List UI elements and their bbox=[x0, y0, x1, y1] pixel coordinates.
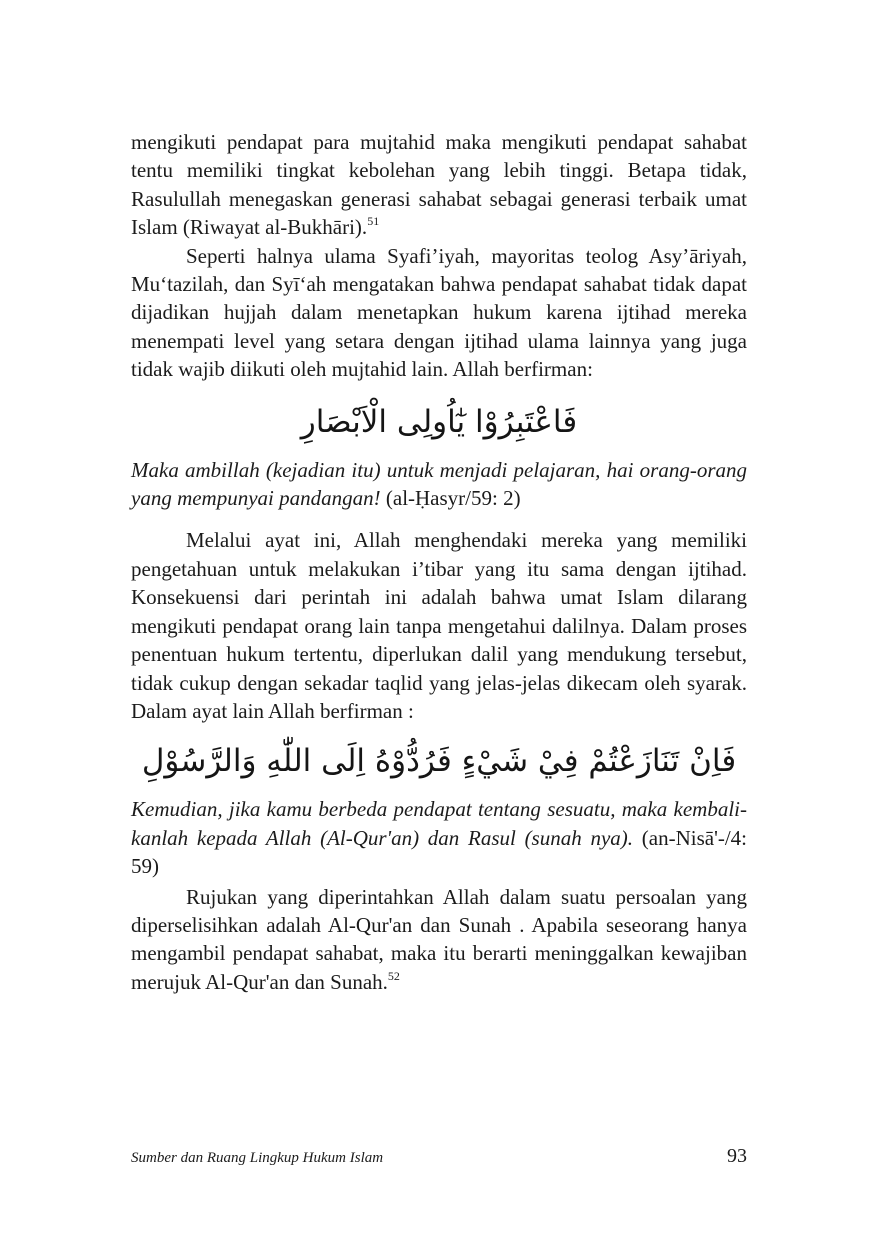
paragraph-2: Seperti halnya ulama Syafi’iyah, mayoritas teolog Asy’āriyah, Mu‘tazilah, dan Syī‘ah mengatakan bahwa pendapat sahabat tidak dapat dijadikan hujjah dalam menetapkan hukum karena ijtihad mereka menempati level yang setara dengan ijtihad ulama lainnya yang juga tidak wajib diikuti oleh mujtahid lain. Allah berfirman: bbox=[131, 243, 747, 382]
verse-2-translation bbox=[131, 795, 747, 880]
page-number: 93 bbox=[727, 1145, 747, 1167]
verse-2-translation-text: Kemudian, jika kamu berbeda pendapat tentang sesuatu, maka kembalikanlah kepada Allah (Al-Qur'an) dan Rasul (sunah nya). bbox=[131, 797, 747, 850]
paragraph-1-text: mengikuti pendapat para mujtahid maka mengikuti pendapat sahabat tentu memiliki tingkat kebolehan yang lebih tinggi. Betapa tidak, Rasulullah menegaskan generasi sahabat sebagai generasi terbaik umat Islam (Riwayat al-Bukhāri). bbox=[131, 130, 747, 240]
paragraph-3: Melalui ayat ini, Allah menghendaki mereka yang memiliki pengetahuan untuk melakukan i’tibar yang itu sama dengan ijtihad. Konsekuensi dari perintah ini adalah bahwa umat Islam dilarang mengikuti pendapat orang lain tanpa mengetahui dalilnya. Dalam proses penentuan hukum tertentu, diperlukan dalil yang mendukung tersebut, tidak cukup dengan sekadar taqlid yang jelas-jelas dikecam oleh syarak. Dalam ayat lain Allah berfirman : bbox=[131, 528, 747, 723]
paragraph-4-text: Rujukan yang diperintahkan Allah dalam suatu persoalan yang diperselisihkan adalah Al-Qur'an dan Sunah . Apabila seseorang hanya mengambil pendapat sahabat, maka itu berarti meninggalkan kewajiban merujuk Al-Qur'an dan Sunah. bbox=[131, 884, 747, 994]
paragraph-4 bbox=[131, 883, 747, 997]
verse-1-reference: (al-Ḥasyr/59: 2) bbox=[385, 486, 521, 511]
verse-1-translation-text: Maka ambillah (kejadian itu) untuk menjadi pelajaran, hai orang-orang yang mempunyai pandangan! bbox=[131, 457, 747, 511]
page-footer bbox=[131, 1145, 747, 1168]
running-title: Sumber dan Ruang Lingkup Hukum Islam bbox=[131, 1150, 384, 1166]
verse-1-translation bbox=[131, 456, 747, 513]
paragraph-1 bbox=[131, 128, 747, 242]
quran-verse-an-nisa: فَاِنْ تَنَازَعْتُمْ فِيْ شَيْءٍ فَرُدُّوْهُ اِلَى اللّٰهِ وَالرَّسُوْلِ bbox=[141, 743, 737, 780]
footnote-ref-51: 51 bbox=[367, 214, 380, 229]
body-text bbox=[131, 128, 747, 996]
quran-verse-al-hasyr: فَاعْتَبِرُوْا يٰٓاُولِى الْاَبْصَارِ bbox=[300, 403, 578, 440]
footnote-ref-52: 52 bbox=[387, 968, 400, 983]
verse-2-reference: (an-Nisā'-/4: 59) bbox=[131, 825, 748, 879]
